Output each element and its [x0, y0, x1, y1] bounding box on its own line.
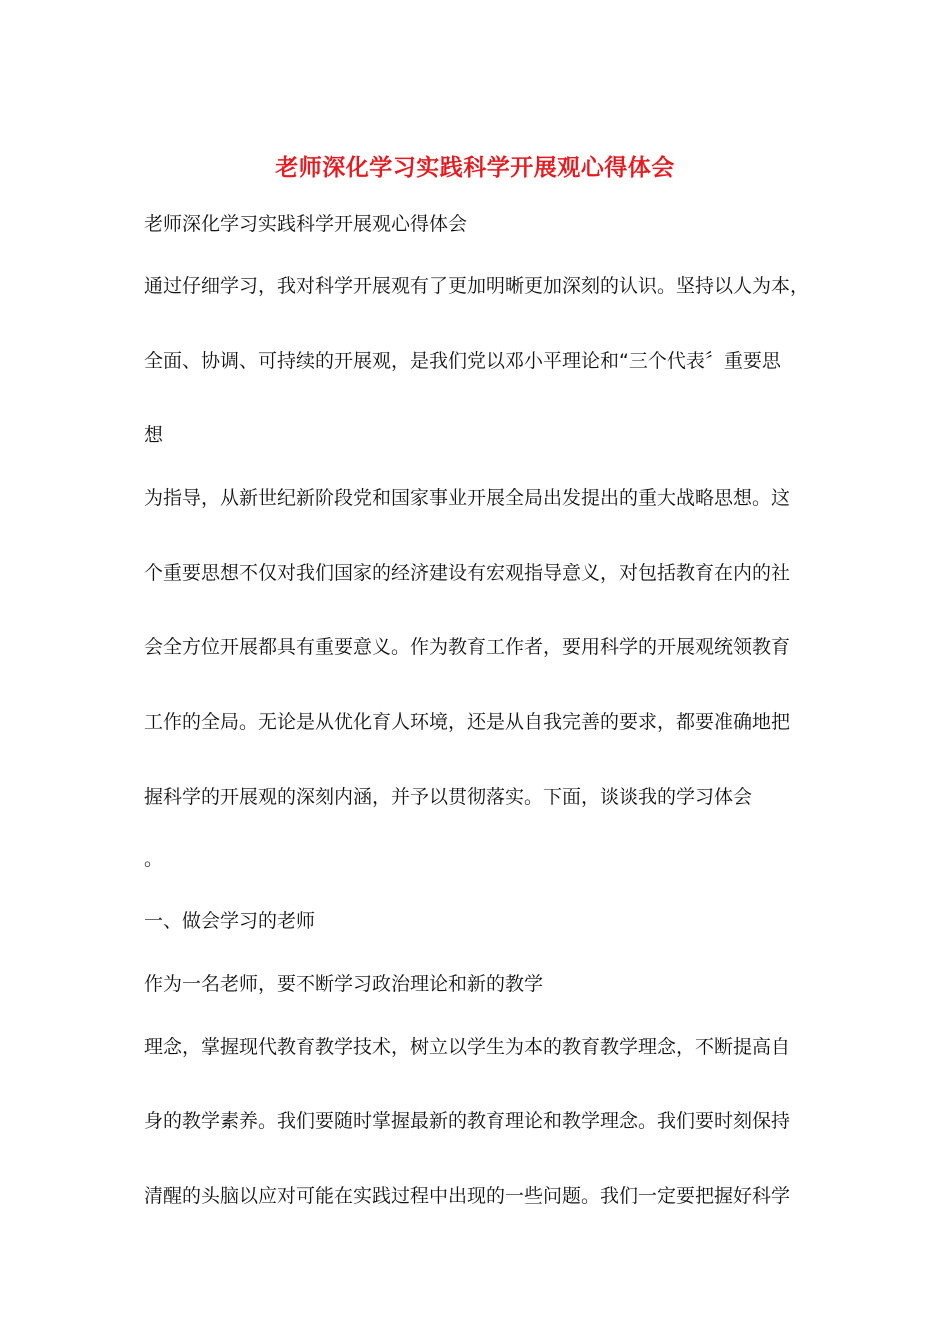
paragraph-line: 为指导，从新世纪新阶段党和国家事业开展全局出发提出的重大战略思想。这 — [144, 487, 791, 509]
document-title: 老师深化学习实践科学开展观心得体会 — [275, 155, 675, 181]
subtitle-line: 老师深化学习实践科学开展观心得体会 — [144, 213, 468, 235]
paragraph-line: 通过仔细学习，我对科学开展观有了更加明晰更加深刻的认识。坚持以人为本， — [144, 275, 810, 297]
paragraph-line: 握科学的开展观的深刻内涵，并予以贯彻落实。下面，谈谈我的学习体会 — [144, 786, 753, 808]
paragraph-line: 个重要思想不仅对我们国家的经济建设有宏观指导意义，对包括教育在内的社 — [144, 562, 791, 584]
paragraph-line: 作为一名老师，要不断学习政治理论和新的教学 — [144, 973, 544, 995]
paragraph-line: 理念，掌握现代教育教学技术，树立以学生为本的教育教学理念，不断提高自 — [144, 1036, 791, 1058]
section-heading: 一、做会学习的老师 — [144, 910, 316, 932]
paragraph-line: 清醒的头脑以应对可能在实践过程中出现的一些问题。我们一定要把握好科学 — [144, 1185, 791, 1207]
paragraph-line: 身的教学素养。我们要随时掌握最新的教育理论和教学理念。我们要时刻保持 — [144, 1110, 791, 1132]
paragraph-line: 全面、协调、可持续的开展观，是我们党以邓小平理论和“三个代表〞重要思 — [144, 350, 781, 372]
paragraph-line: 会全方位开展都具有重要意义。作为教育工作者，要用科学的开展观统领教育 — [144, 636, 791, 658]
paragraph-line: 。 — [144, 848, 164, 870]
paragraph-line: 想 — [144, 424, 164, 446]
paragraph-line: 工作的全局。无论是从优化育人环境，还是从自我完善的要求，都要准确地把 — [144, 711, 791, 733]
